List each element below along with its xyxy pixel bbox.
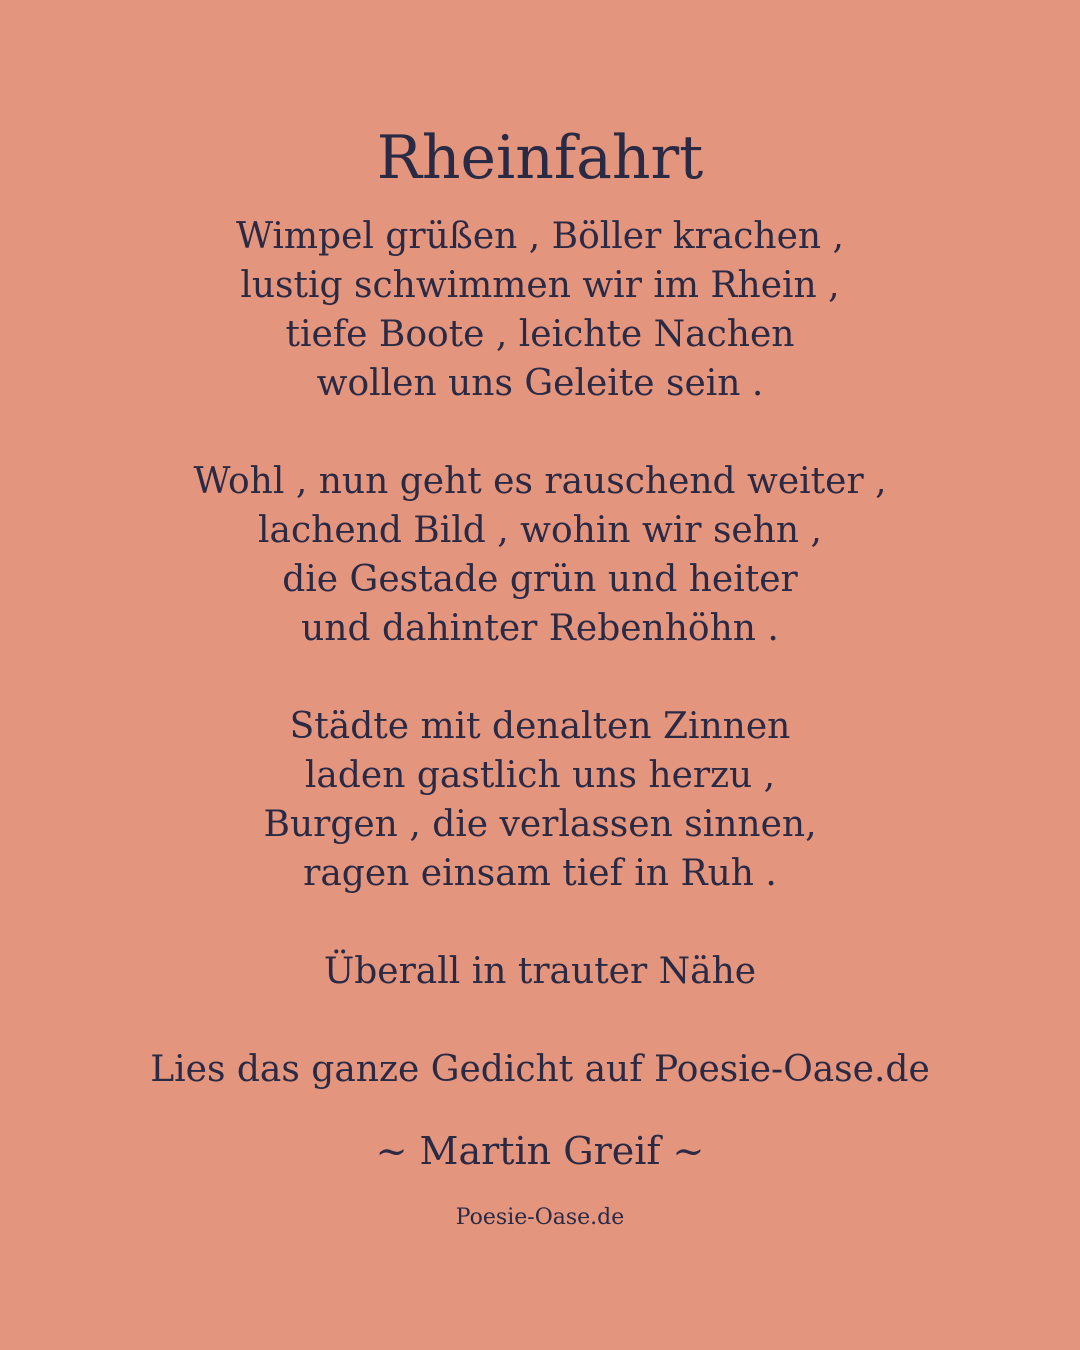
poem-line: die Gestade grün und heiter: [282, 559, 798, 600]
stanza-1: [0, 212, 1080, 408]
stanza-3: [0, 702, 1080, 898]
poem-line: Städte mit denalten Zinnen: [289, 706, 791, 747]
poem-line: wollen uns Geleite sein .: [316, 363, 764, 404]
poem-body: [0, 212, 1080, 1045]
author-name: ~ Martin Greif ~: [375, 1129, 705, 1173]
stanza-2: [0, 457, 1080, 653]
site-watermark: Poesie-Oase.de: [455, 1205, 625, 1230]
poem-line: und dahinter Rebenhöhn .: [301, 608, 779, 649]
poem-line: Burgen , die verlassen sinnen,: [263, 804, 817, 845]
poem-line: Wimpel grüßen , Böller krachen ,: [236, 216, 844, 257]
poem-title: Rheinfahrt: [376, 123, 704, 193]
read-more-text: Lies das ganze Gedicht auf Poesie-Oase.de: [150, 1049, 930, 1090]
poem-line: lachend Bild , wohin wir sehn ,: [258, 510, 822, 551]
poem-line: laden gastlich uns herzu ,: [304, 755, 776, 796]
poem-line: lustig schwimmen wir im Rhein ,: [240, 265, 840, 306]
stanza-4: [0, 947, 1080, 996]
poem-line: Wohl , nun geht es rauschend weiter ,: [193, 461, 887, 502]
poem-line: tiefe Boote , leichte Nachen: [285, 314, 795, 355]
poem-line: ragen einsam tief in Ruh .: [303, 853, 777, 894]
poem-line: Überall in trauter Nähe: [323, 951, 757, 992]
